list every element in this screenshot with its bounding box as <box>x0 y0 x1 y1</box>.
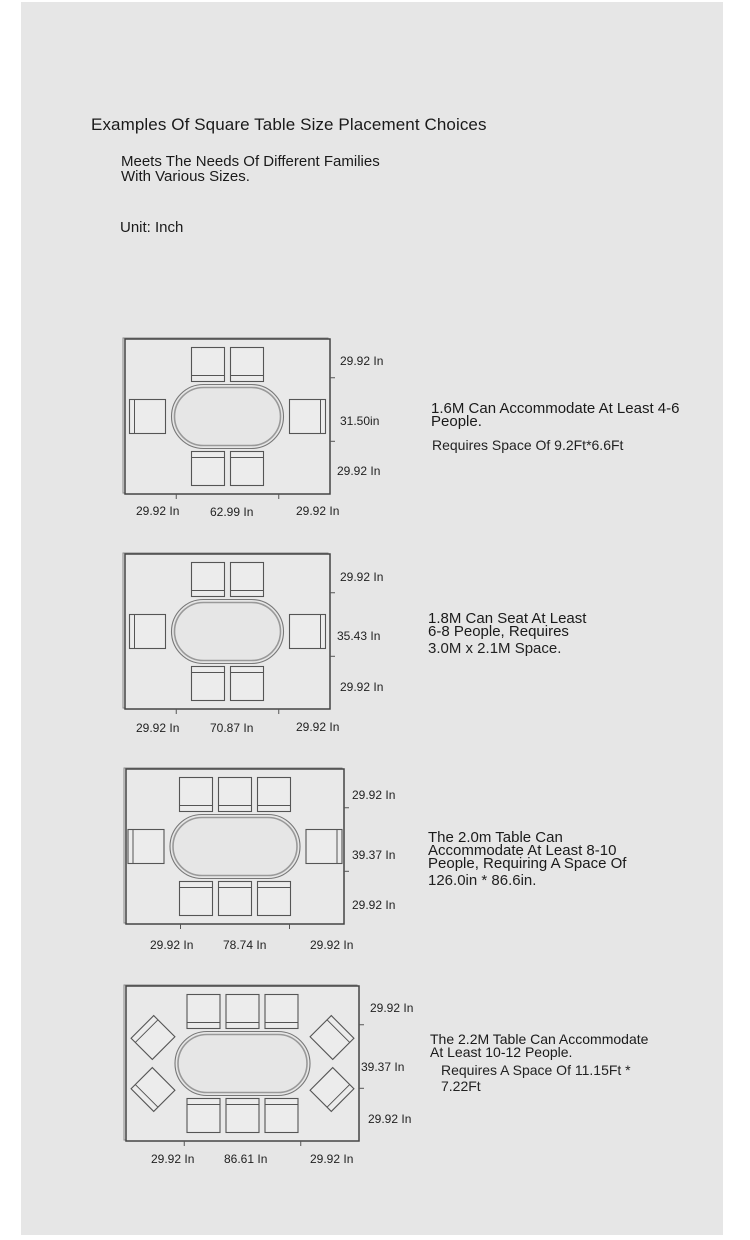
dim-bottom-right: 29.92 In <box>310 1152 354 1166</box>
floor-plan-2 <box>120 551 335 713</box>
dim-right-top: 29.92 In <box>352 788 396 802</box>
chair <box>219 778 252 812</box>
chair <box>231 667 264 701</box>
dim-right-bottom: 29.92 In <box>340 680 384 694</box>
dim-right-top: 29.92 In <box>370 1001 414 1015</box>
requirement-line: 126.0in * 86.6in. <box>428 872 537 889</box>
dim-bottom-left: 29.92 In <box>136 721 180 735</box>
chair <box>192 563 225 597</box>
chair <box>187 1099 220 1133</box>
chair <box>258 778 291 812</box>
dim-bottom-mid: 78.74 In <box>223 938 267 952</box>
chair <box>130 615 166 649</box>
chair <box>130 400 166 434</box>
floor-plan-4 <box>121 983 364 1145</box>
chair <box>187 995 220 1029</box>
description-line: People, Requiring A Space Of <box>428 855 627 872</box>
chair <box>265 995 298 1029</box>
chair <box>128 830 164 864</box>
dim-bottom-mid: 70.87 In <box>210 721 254 735</box>
dim-bottom-mid: 62.99 In <box>210 505 254 519</box>
dim-right-bottom: 29.92 In <box>337 464 381 478</box>
chair <box>306 830 342 864</box>
dim-bottom-left: 29.92 In <box>151 1152 195 1166</box>
chair <box>290 615 326 649</box>
space-requirement <box>428 641 561 657</box>
dim-bottom-mid: 86.61 In <box>224 1152 268 1166</box>
chair <box>226 1099 259 1133</box>
dim-bottom-left: 29.92 In <box>136 504 180 518</box>
chair <box>192 452 225 486</box>
description-line: The 2.0m Table Can <box>428 829 563 846</box>
plan-description <box>430 1033 648 1059</box>
description-line: 1.8M Can Seat At Least <box>428 610 587 627</box>
requirement-line: Requires Space Of 9.2Ft*6.6Ft <box>432 437 624 453</box>
chair <box>290 400 326 434</box>
dim-right-top: 29.92 In <box>340 570 384 584</box>
subtitle-line: With Various Sizes. <box>121 168 250 185</box>
dim-right-bottom: 29.92 In <box>352 898 396 912</box>
dining-table <box>175 1032 310 1096</box>
chair <box>258 882 291 916</box>
space-requirement <box>432 437 623 453</box>
dim-right-bottom: 29.92 In <box>368 1112 412 1126</box>
dining-table <box>170 815 300 879</box>
chair <box>192 348 225 382</box>
chair <box>192 667 225 701</box>
space-requirement <box>441 1062 631 1094</box>
dim-right-mid: 35.43 In <box>337 629 381 643</box>
dim-right-mid: 39.37 In <box>352 848 396 862</box>
chair <box>180 882 213 916</box>
dim-right-mid: 31.50in <box>340 414 380 428</box>
dim-bottom-right: 29.92 In <box>310 938 354 952</box>
description-line: At Least 10-12 People. <box>430 1044 573 1060</box>
chair <box>180 778 213 812</box>
chair <box>231 452 264 486</box>
description-line: The 2.2M Table Can Accommodate <box>430 1031 649 1047</box>
subtitle-line: Meets The Needs Of Different Families <box>121 153 380 170</box>
dining-table <box>172 385 284 449</box>
dim-bottom-left: 29.92 In <box>150 938 194 952</box>
dim-bottom-right: 29.92 In <box>296 720 340 734</box>
dim-right-mid: 39.37 In <box>361 1060 405 1074</box>
plan-description <box>428 831 626 870</box>
requirement-line: 7.22Ft <box>441 1078 481 1094</box>
floor-plan-3 <box>121 766 349 928</box>
description-line: People. <box>431 413 482 430</box>
chair <box>226 995 259 1029</box>
chair <box>231 348 264 382</box>
floor-plan-1 <box>120 336 335 498</box>
requirement-line: Requires A Space Of 11.15Ft * <box>441 1062 631 1078</box>
description-line: 6-8 People, Requires <box>428 623 569 640</box>
dim-right-top: 29.92 In <box>340 354 384 368</box>
space-requirement <box>428 873 536 889</box>
unit-label: Unit: Inch <box>120 219 184 236</box>
chair <box>265 1099 298 1133</box>
chair <box>219 882 252 916</box>
subtitle <box>121 154 380 184</box>
page-title: Examples Of Square Table Size Placement Choices <box>91 115 487 134</box>
chair <box>231 563 264 597</box>
dining-table <box>172 600 284 664</box>
plan-description <box>431 402 679 428</box>
description-line: 1.6M Can Accommodate At Least 4-6 <box>431 400 680 417</box>
requirement-line: 3.0M x 2.1M Space. <box>428 640 562 657</box>
plan-description <box>428 612 586 638</box>
dim-bottom-right: 29.92 In <box>296 504 340 518</box>
description-line: Accommodate At Least 8-10 <box>428 842 617 859</box>
